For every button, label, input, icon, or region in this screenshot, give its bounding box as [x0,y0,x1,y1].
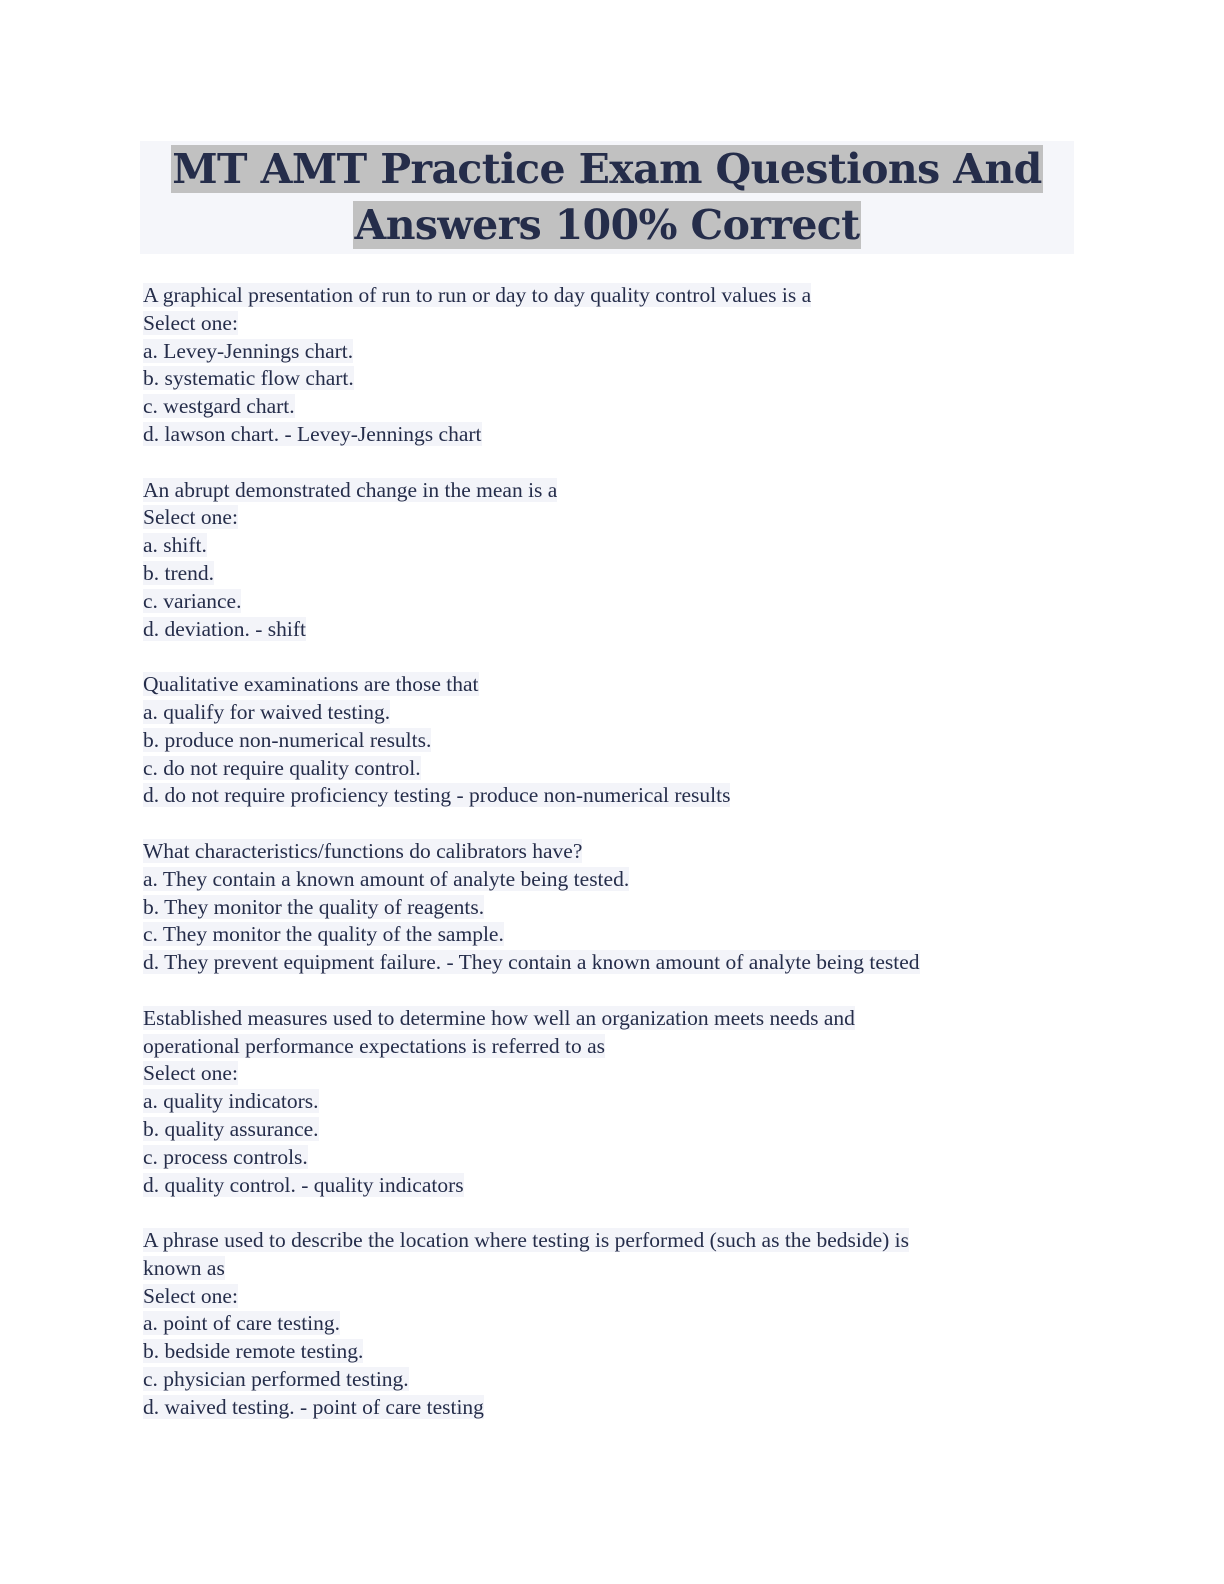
title-line-2 [140,197,1074,253]
answer-option: a. quality indicators. [143,1089,319,1114]
question-line [143,1394,1073,1422]
question-block-5 [143,1005,1073,1200]
answer-option: c. westgard chart. [143,394,295,419]
answer-option: b. They monitor the quality of reagents. [143,894,485,919]
question-block-6 [143,1227,1073,1422]
answer-option: b. bedside remote testing. [143,1339,364,1364]
question-line [143,421,1073,449]
question-stem: A graphical presentation of run to run or day to day quality control values is a [143,283,812,307]
question-line [143,504,1073,532]
answer-option: d. lawson chart. - Levey-Jennings chart [143,421,482,446]
question-line [143,365,1073,393]
answer-option: d. waived testing. - point of care testing [143,1394,484,1419]
question-line [143,532,1073,560]
answer-option: a. point of care testing. [143,1311,341,1336]
question-line [143,1310,1073,1338]
question-line [143,560,1073,588]
question-stem: Established measures used to determine how well an organization meets needs and [143,1005,855,1030]
answer-option: b. systematic flow chart. [143,366,354,391]
question-block-2 [143,477,1073,644]
answer-option: operational performance expectations is referred to as [143,1033,606,1058]
question-line [143,1060,1073,1088]
question-stem: An abrupt demonstrated change in the mean is a [143,477,558,502]
question-line [143,921,1073,949]
question-line [143,1366,1073,1394]
answer-option: b. quality assurance. [143,1116,319,1141]
question-stem: Qualitative examinations are those that [143,672,479,697]
question-line [143,1172,1073,1200]
question-line [143,1255,1073,1283]
question-block-1 [143,282,1073,449]
question-line [143,1088,1073,1116]
answer-option: d. do not require proficiency testing - produce non-numerical results [143,783,731,808]
question-stem: What characteristics/functions do calibrators have? [143,838,583,863]
question-line [143,310,1073,338]
answer-option: d. quality control. - quality indicators [143,1172,464,1197]
question-text [143,671,1073,699]
question-line [143,894,1073,922]
question-line [143,727,1073,755]
question-stem: A phrase used to describe the location where testing is performed (such as the bedside) is [143,1228,910,1253]
question-line [143,393,1073,421]
answer-option: d. They prevent equipment failure. - They contain a known amount of analyte being tested [143,950,920,975]
question-text [143,282,1073,310]
question-line [143,866,1073,894]
question-text [143,477,1073,505]
answer-option: c. variance. [143,588,242,613]
question-line [143,588,1073,616]
answer-option: a. They contain a known amount of analyte being tested. [143,866,630,891]
question-block-4 [143,838,1073,977]
answer-option: a. shift. [143,533,207,558]
answer-option: c. They monitor the quality of the sample. [143,922,504,947]
answer-option: a. qualify for waived testing. [143,699,391,724]
answer-option: Select one: [143,1283,238,1308]
answer-option: b. trend. [143,560,215,585]
question-line [143,949,1073,977]
page-title-line-1: MT AMT Practice Exam Questions And [172,145,1042,193]
question-text [143,1005,1073,1033]
question-line [143,1144,1073,1172]
question-line [143,1116,1073,1144]
questions-list [143,282,1073,1449]
question-text [143,838,1073,866]
question-line [143,1283,1073,1311]
answer-option: b. produce non-numerical results. [143,727,432,752]
question-block-3 [143,671,1073,810]
question-line [143,1338,1073,1366]
answer-option: Select one: [143,1061,238,1086]
answer-option: a. Levey-Jennings chart. [143,338,354,363]
question-line [143,782,1073,810]
page-title-line-2: Answers 100% Correct [354,201,860,249]
answer-option: c. do not require quality control. [143,755,421,780]
question-line [143,616,1073,644]
question-text [143,1227,1073,1255]
answer-option: c. physician performed testing. [143,1367,409,1392]
question-line [143,699,1073,727]
answer-option: known as [143,1255,225,1280]
answer-option: c. process controls. [143,1144,308,1169]
question-line [143,338,1073,366]
title-line-1 [140,141,1074,197]
question-line [143,1033,1073,1061]
answer-option: d. deviation. - shift [143,616,307,641]
title-block [140,141,1074,254]
answer-option: Select one: [143,505,238,530]
question-line [143,755,1073,783]
answer-option: Select one: [143,310,238,335]
